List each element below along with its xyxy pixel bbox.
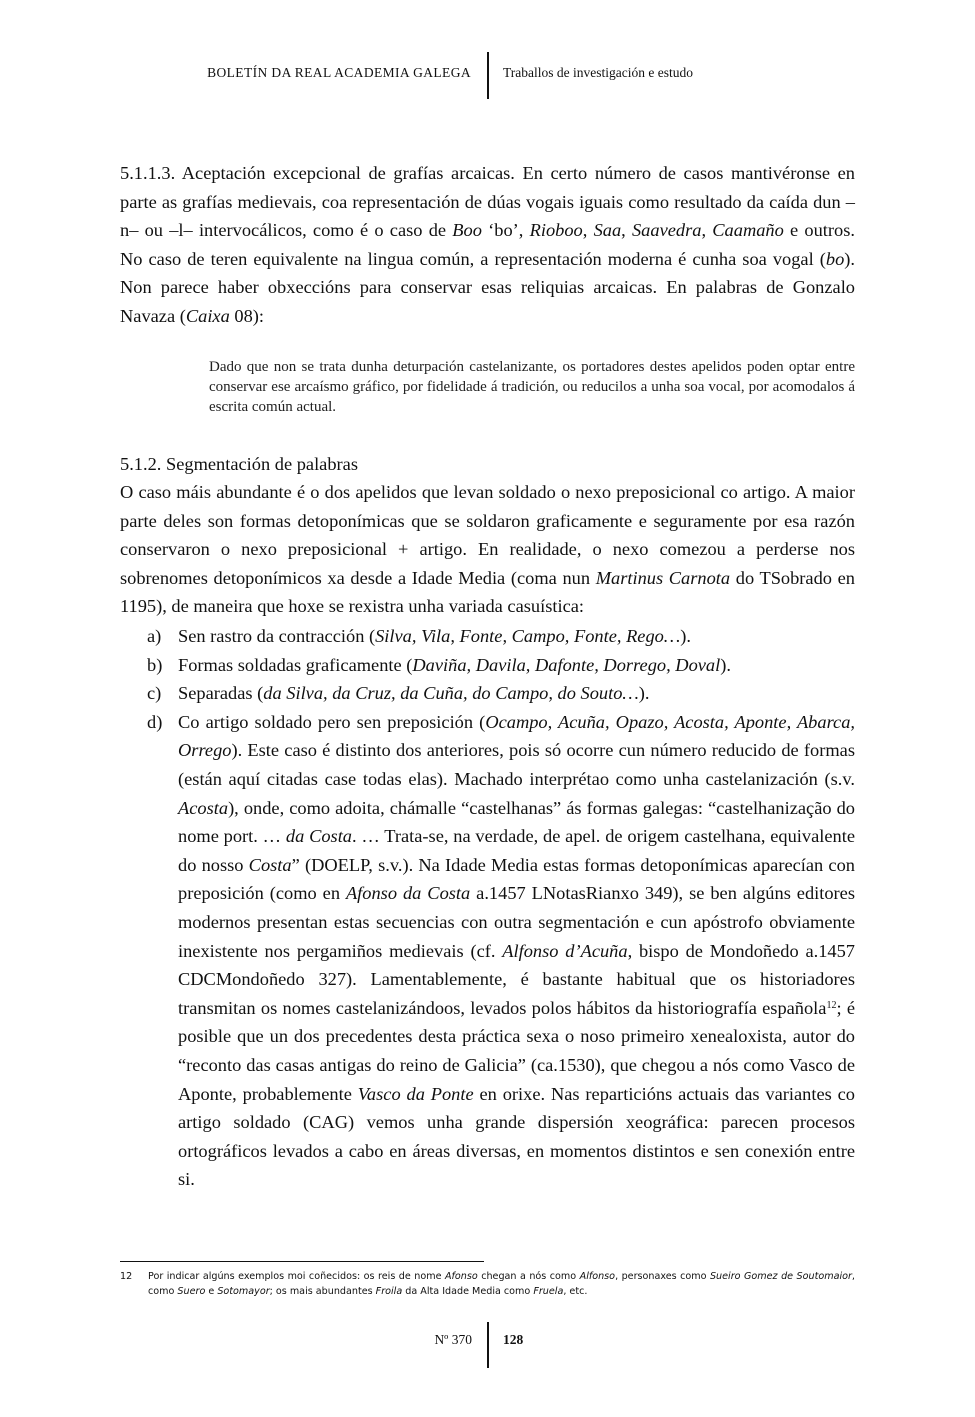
- running-footer: [0, 1322, 975, 1368]
- example-term: Saavedra: [631, 220, 702, 241]
- section-heading-512: 5.1.2. Segmentación de palabras: [120, 454, 358, 474]
- casuistry-list: [120, 622, 855, 1194]
- list-marker: b): [147, 654, 163, 675]
- subsection-title: Aceptación excepcional de grafías arcaicas.: [181, 163, 515, 183]
- example-term: bo: [825, 248, 845, 269]
- footnote-12: [120, 1269, 855, 1299]
- header-divider: [487, 52, 489, 99]
- citation: Caixa: [185, 305, 230, 326]
- paragraph-512: O caso máis abundante é o dos apelidos que levan soldado o nexo preposicional co artigo. A maior parte deles son formas detoponímicas que se soldaron graficamente e seguramente por esa razón conservaron o nexo preposicional + artigo. En realidade, o nexo comezou a perderse nos sobrenomes detoponímicos xa desde a Idade Media (coma nun Martinus Carnota do TSobrado en 1195), de maneira que hoxe se rexistra unha variada casuística:: [120, 482, 855, 617]
- block-quote: Dado que non se trata dunha deturpación castelanizante, os portadores destes apelidos poden optar entre conservar ese arcaísmo gráfico, por fidelidade á tradición, ou reducilos a unha soa vocal, por acomodalos á escrita común actual.: [209, 359, 855, 415]
- example-terms: da Silva, da Cruz, da Cuña, do Campo, do Souto…: [263, 683, 639, 704]
- subsection-number: 5.1.1.3.: [120, 163, 176, 183]
- list-marker: d): [147, 711, 163, 732]
- list-item: c) Separadas (da Silva, da Cruz, da Cuña, do Campo, do Souto…).: [120, 679, 855, 708]
- list-marker: a): [147, 626, 162, 646]
- issue-number: Nº 370: [434, 1332, 472, 1347]
- paragraph-5113: 5.1.1.3. Aceptación excepcional de grafías arcaicas. En certo número de casos mantivéronse en parte as grafías medievais, coa representación de dúas vogais iguais como resultado da caída dun –n– ou –l– intervocálicos, como é o caso de Boo ‘bo’, Rioboo, Saa, Saavedra, Caamaño e outros. No caso de teren equivalente na lingua común, a representación moderna é cunha soa vogal (bo). Non parece haber obxeccións para conservar esas reliquias arcaicas. En palabras de Gonzalo Navaza (Caixa 08):: [120, 163, 855, 326]
- example-term: Martinus Carnota: [595, 567, 731, 588]
- list-item: a) Sen rastro da contracción (Silva, Vila, Fonte, Campo, Fonte, Rego…).: [120, 622, 855, 651]
- footer-divider: [487, 1322, 489, 1368]
- example-terms: Daviña, Davila, Dafonte, Dorrego, Doval: [412, 654, 721, 675]
- example-terms: Silva, Vila, Fonte, Campo, Fonte, Rego…: [375, 626, 681, 646]
- example-term: Rioboo: [529, 220, 583, 241]
- footnote-divider: [120, 1261, 484, 1262]
- journal-title: BOLETÍN DA REAL ACADEMIA GALEGA: [207, 65, 471, 80]
- list-item: b) Formas soldadas graficamente (Daviña, Davila, Dafonte, Dorrego, Doval).: [120, 651, 855, 680]
- example-term: Boo: [452, 220, 482, 241]
- list-item: d) Co artigo soldado pero sen preposición (Ocampo, Acuña, Opazo, Acosta, Aponte, Abarca, Orrego). Este caso é distinto dos anteriores, pois só ocorre cun número reducido de formas (están aquí citadas case todas elas). Machado interprétao como unha castelanización (s.v. Acosta), onde, como adoita, chámalle “castelhanas” ás formas galegas: “castelhanização do nome port. … da Costa. … Trata-se, na verdade, de apel. de origem castelhana, equivalente do nosso Costa” (DOELP, s.v.). Na Idade Media estas formas detoponímicas aparecían con preposición (como en Afonso da Costa a.1457 LNotasRianxo 349), se ben algúns editores modernos presentan estas secuencias con outra segmentación e cun apóstrofo obviamente inexistente nos pergamiños medievais (cf. Alfonso d’Acuña, bispo de Mondoñedo a.1457 CDCMondoñedo 327). Lamentablemente, é bastante habitual que os historiadores transmitan os nomes castelanizándoos, levados polos hábitos da historiografía española$^{12}$; é posible que un dos precedentes desta práctica sexa o noso primeiro xenealoxista, autor do “reconto das casas antigas do reino de Galicia” (ca.1530), que chegou a nós como Vasco de Aponte, probablemente Vasco da Ponte en orixe. Nas reparticións actuais das variantes co artigo soldado (CAG) vemos unha grande dispersión xeográfica: parecen procesos ortográficos levados a cabo en áreas diversas, en momentos distintos e sen conexión entre si.: [120, 708, 855, 1194]
- footnote-number: 12: [120, 1271, 133, 1282]
- example-term: Saa: [593, 220, 622, 241]
- example-term: Caamaño: [712, 220, 784, 241]
- footnote-text: Por indicar algúns exemplos moi coñecidos: os reis de nome Afonso chegan a nós como Alfonso, personaxes como Sueiro Gomez de Soutomaior, como Suero e Sotomayor; os mais abundantes Froila da Alta Idade Media como Fruela, etc.: [148, 1271, 855, 1297]
- page-number: 128: [503, 1332, 524, 1347]
- example-terms: Ocampo, Acuña, Opazo, Acosta, Aponte, Abarca, Orrego: [178, 711, 855, 761]
- section-title: Traballos de investigación e estudo: [503, 65, 693, 80]
- footnote-reference[interactable]: 12: [826, 999, 837, 1011]
- list-marker: c): [147, 683, 162, 704]
- running-header: [0, 52, 975, 100]
